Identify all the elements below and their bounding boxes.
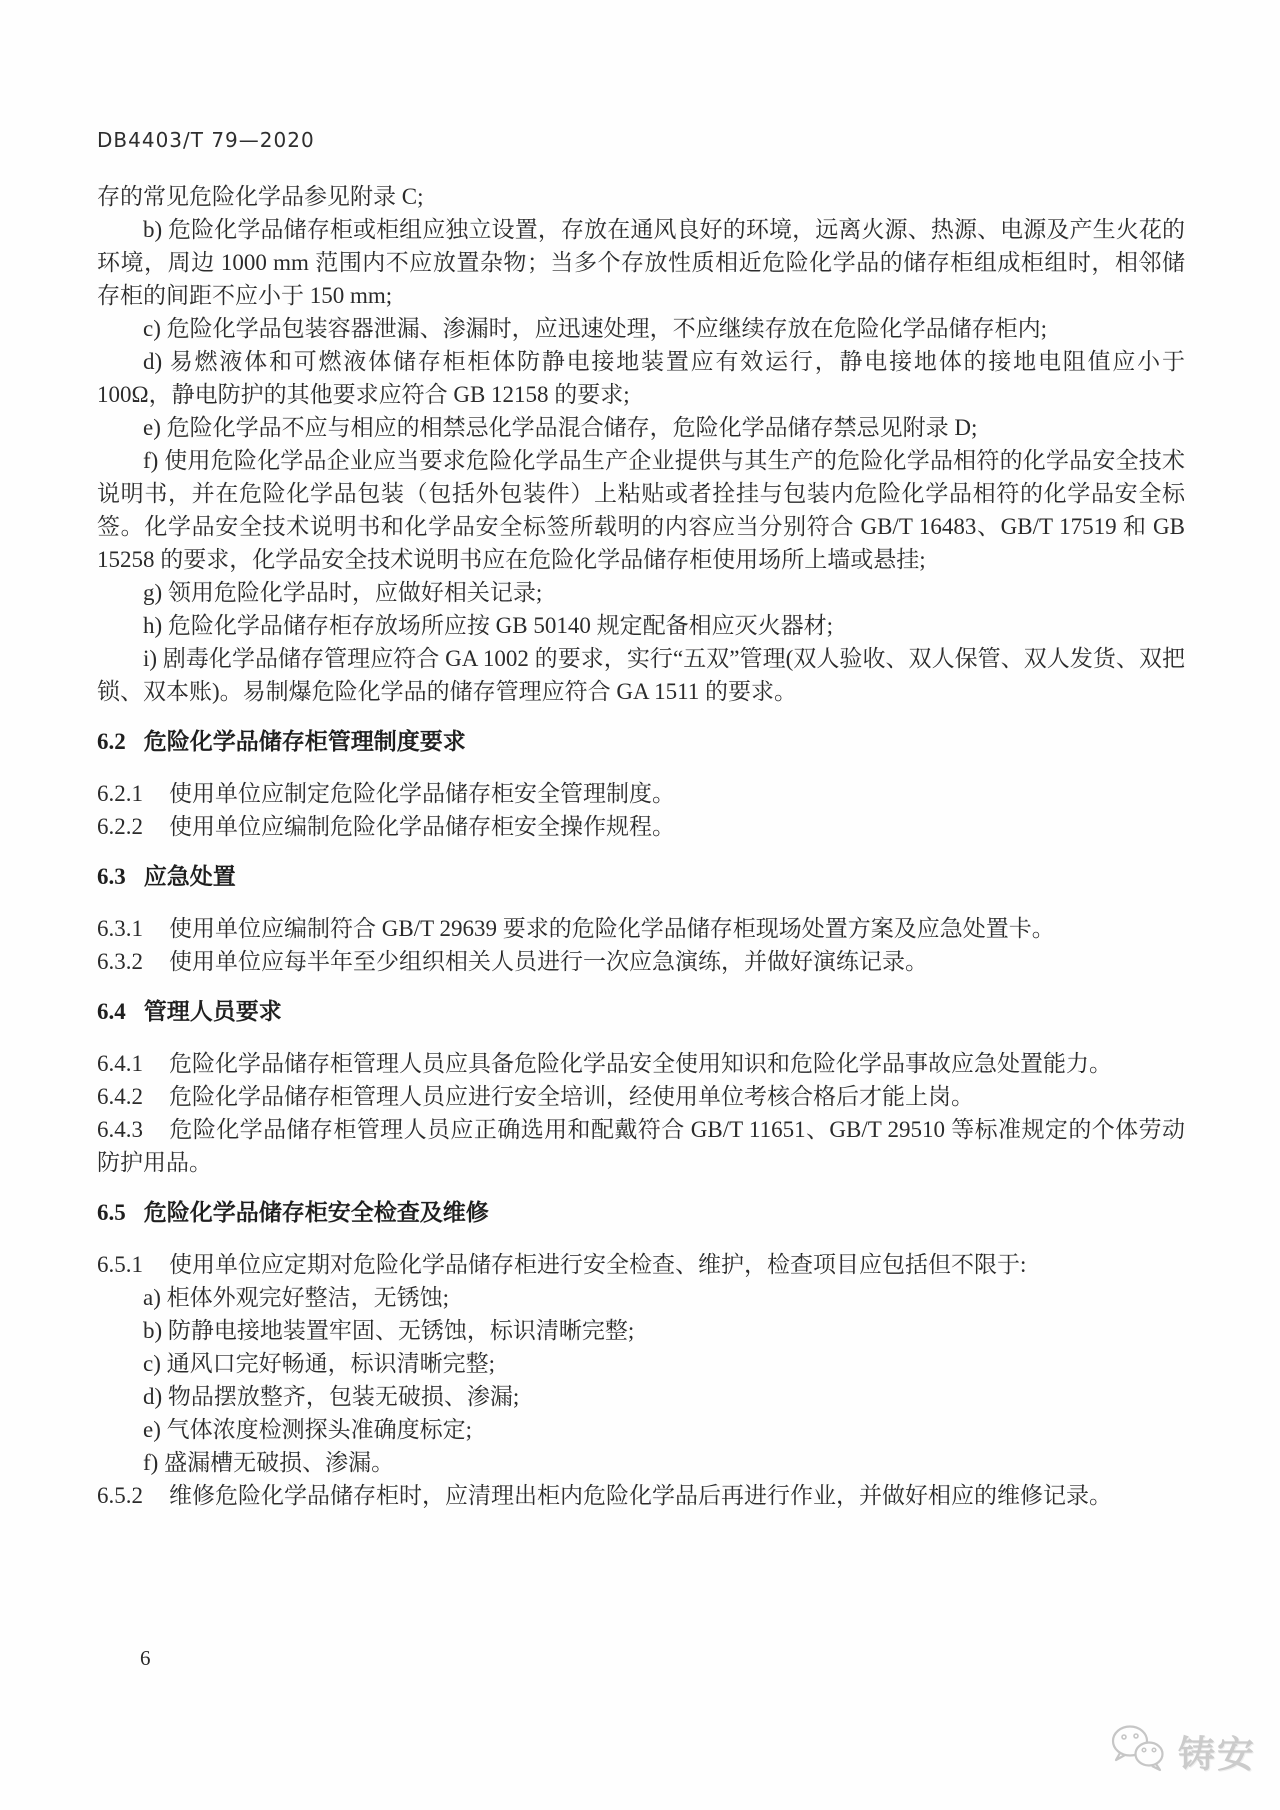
check-item-d: d) 物品摆放整齐，包装无破损、渗漏;	[143, 1384, 520, 1409]
section-number: 6.3	[97, 864, 126, 889]
page-number: 6	[140, 1646, 151, 1670]
section-heading-6-3	[97, 860, 1185, 893]
clause-text: 使用单位应制定危险化学品储存柜安全管理制度。	[169, 781, 675, 806]
document-body	[97, 180, 1185, 1512]
section-number: 6.2	[97, 729, 126, 754]
list-item-e: e) 危险化学品不应与相应的相禁忌化学品混合储存，危险化学品储存禁忌见附录 D;	[143, 415, 978, 440]
clause-text: 危险化学品储存柜管理人员应进行安全培训，经使用单位考核合格后才能上岗。	[169, 1084, 974, 1109]
clause-number: 6.4.3	[97, 1117, 143, 1142]
clause-6-2-2	[97, 810, 1185, 843]
standard-doc-number: DB4403/T 79—2020	[97, 128, 315, 152]
clause-text: 使用单位应编制符合 GB/T 29639 要求的危险化学品储存柜现场处置方案及应急处置卡。	[169, 916, 1055, 941]
clause-6-4-3	[97, 1113, 1185, 1179]
check-item-e: e) 气体浓度检测探头准确度标定;	[143, 1417, 473, 1442]
clause-6-2-1	[97, 777, 1185, 810]
clause-number: 6.4.2	[97, 1084, 143, 1109]
clause-text: 危险化学品储存柜管理人员应具备危险化学品安全使用知识和危险化学品事故应急处置能力。	[169, 1051, 1112, 1076]
clause-number: 6.2.2	[97, 814, 143, 839]
clause-number: 6.3.1	[97, 916, 143, 941]
section-title: 危险化学品储存柜安全检查及维修	[143, 1200, 489, 1225]
list-item-i: i) 剧毒化学品储存管理应符合 GA 1002 的要求，实行“五双”管理(双人验收、双人保管、双人发货、双把锁、双本账)。易制爆危险化学品的储存管理应符合 GA 1511 的要求。	[97, 646, 1185, 704]
section-title: 应急处置	[143, 864, 236, 889]
list-item-g: g) 领用危险化学品时，应做好相关记录;	[143, 580, 543, 605]
clause-number: 6.3.2	[97, 949, 143, 974]
clause-number: 6.4.1	[97, 1051, 143, 1076]
clause-text: 危险化学品储存柜管理人员应正确选用和配戴符合 GB/T 11651、GB/T 29510 等标准规定的个体劳动防护用品。	[97, 1117, 1185, 1175]
list-item-b: b) 危险化学品储存柜或柜组应独立设置，存放在通风良好的环境，远离火源、热源、电源及产生火花的环境，周边 1000 mm 范围内不应放置杂物；当多个存放性质相近危险化学品的储存柜组成柜组时，相邻储存柜的间距不应小于 150 mm;	[97, 217, 1185, 308]
clause-text: 使用单位应定期对危险化学品储存柜进行安全检查、维护，检查项目应包括但不限于:	[169, 1252, 1027, 1277]
clause-text: 维修危险化学品储存柜时，应清理出柜内危险化学品后再进行作业，并做好相应的维修记录。	[169, 1483, 1112, 1508]
check-item-f: f) 盛漏槽无破损、渗漏。	[143, 1450, 395, 1475]
clause-number: 6.5.2	[97, 1483, 143, 1508]
list-item-c: c) 危险化学品包装容器泄漏、渗漏时，应迅速处理，不应继续存放在危险化学品储存柜内;	[143, 316, 1048, 341]
check-item-a: a) 柜体外观完好整洁，无锈蚀;	[143, 1285, 450, 1310]
section-heading-6-5	[97, 1196, 1185, 1229]
clause-text: 使用单位应编制危险化学品储存柜安全操作规程。	[169, 814, 675, 839]
section-title: 管理人员要求	[143, 999, 282, 1024]
clause-6-4-1	[97, 1047, 1185, 1080]
section-title: 危险化学品储存柜管理制度要求	[143, 729, 466, 754]
clause-6-3-1	[97, 912, 1185, 945]
list-item-f: f) 使用危险化学品企业应当要求危险化学品生产企业提供与其生产的危险化学品相符的化学品安全技术说明书，并在危险化学品包装（包括外包装件）上粘贴或者拴挂与包装内危险化学品相符的化学品安全标签。化学品安全技术说明书和化学品安全标签所载明的内容应当分别符合 GB/T 16483、GB/T 17519 和 GB 15258 的要求，化学品安全技术说明书应在危险化学品储存柜使用场所上墙或悬挂;	[97, 448, 1185, 572]
watermark-text: 铸安	[1178, 1734, 1256, 1776]
clause-number: 6.5.1	[97, 1252, 143, 1277]
clause-number: 6.2.1	[97, 781, 143, 806]
check-item-c: c) 通风口完好畅通，标识清晰完整;	[143, 1351, 496, 1376]
watermark	[1108, 1722, 1256, 1779]
wechat-logo-icon	[1108, 1722, 1168, 1779]
clause-6-4-2	[97, 1080, 1185, 1113]
check-item-b: b) 防静电接地装置牢固、无锈蚀，标识清晰完整;	[143, 1318, 635, 1343]
section-number: 6.5	[97, 1200, 126, 1225]
section-heading-6-4	[97, 995, 1185, 1028]
continuation-line: 存的常见危险化学品参见附录 C;	[97, 184, 424, 209]
clause-6-5-2	[97, 1479, 1185, 1512]
section-heading-6-2	[97, 725, 1185, 758]
clause-6-5-1	[97, 1248, 1185, 1281]
list-item-h: h) 危险化学品储存柜存放场所应按 GB 50140 规定配备相应灭火器材;	[143, 613, 833, 638]
clause-6-3-2	[97, 945, 1185, 978]
list-item-d: d) 易燃液体和可燃液体储存柜柜体防静电接地装置应有效运行，静电接地体的接地电阻值应小于 100Ω，静电防护的其他要求应符合 GB 12158 的要求;	[97, 349, 1185, 407]
section-number: 6.4	[97, 999, 126, 1024]
clause-text: 使用单位应每半年至少组织相关人员进行一次应急演练，并做好演练记录。	[169, 949, 928, 974]
